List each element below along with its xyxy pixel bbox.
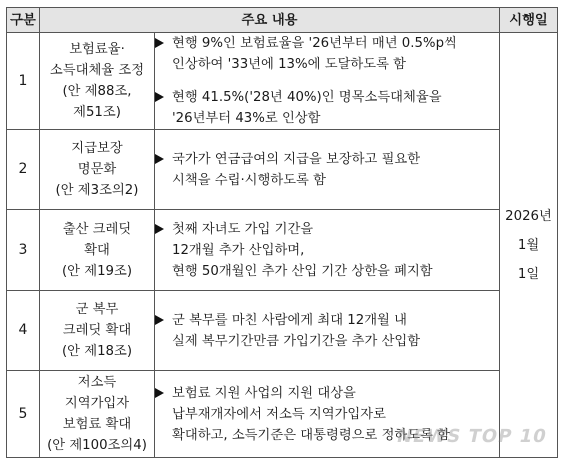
effective-date-cell [500,33,558,458]
triangle-bullet-icon [155,154,164,164]
row-number: 1 [7,33,40,130]
section-title [40,210,155,291]
content-line: 실제 복무기간만큼 가입기간을 추가 산입함 [172,333,421,349]
date-day: 1일 [517,266,540,282]
content-line: 시책을 수립·시행하도록 함 [172,172,326,188]
content-line: 현행 50개월인 추가 산입 기간 상한을 폐지함 [172,263,433,279]
date-month: 1월 [517,237,540,253]
section-line: (안 제19조) [61,263,133,279]
section-title [40,291,155,371]
section-line: 저소득 [77,375,117,390]
table-row [7,33,558,130]
table-row [7,210,558,291]
content-line: 12개월 추가 산입하며, [172,242,305,258]
date-year: 2026년 [505,208,552,224]
section-line: 제51조) [73,105,121,120]
row-number: 5 [7,371,40,458]
section-title [40,130,155,210]
header-category: 구분 [7,8,40,33]
table-row [7,291,558,371]
section-line: (안 제3조의2) [55,183,139,198]
watermark-logo: NEWS TOP 10 [394,426,549,447]
content-cell [155,130,500,210]
section-line: 출산 크레딧 [62,221,132,237]
content-line: 첫째 자녀도 가입 기간을 [172,221,314,237]
content-line: 확대하고, 소득기준은 대통령령으로 정하도록 함 [172,427,451,443]
triangle-bullet-icon [155,38,164,48]
section-line: 군 복무 [75,302,119,317]
triangle-bullet-icon [155,388,164,398]
section-line: (안 제88조, [62,84,132,99]
triangle-bullet-icon [155,315,164,325]
section-line: 크레딧 확대 [62,323,132,338]
bullet-item [155,87,499,129]
content-cell [155,291,500,371]
content-cell [155,210,500,291]
bullet-item [155,310,499,352]
section-line: 지급보장 [71,141,123,156]
bullet-item [155,33,499,75]
section-line: 보험료율· [69,42,125,57]
row-number: 2 [7,130,40,210]
content-line: 국가가 연금급여의 지급을 보장하고 필요한 [172,151,421,167]
section-line: 확대 [84,242,110,258]
content-line: 현행 9%인 보험료율을 '26년부터 매년 0.5%p씩 [172,36,457,51]
content-line: 보험료 지원 사업의 지원 대상을 [172,385,356,401]
header-row [7,8,558,33]
section-line: 보험료 확대 [62,417,132,432]
triangle-bullet-icon [155,92,164,102]
section-line: (안 제100조의4) [47,438,147,453]
row-number: 4 [7,291,40,371]
section-line: (안 제18조) [61,344,133,359]
section-line: 지역가입자 [64,396,130,411]
header-effective-date: 시행일 [500,8,558,33]
table-row [7,130,558,210]
bullet-item [155,219,499,282]
bullet-item [155,149,499,191]
section-title [40,371,155,458]
content-line: 인상하여 '33년에 13%에 도달하도록 함 [172,57,407,72]
section-line: 명문화 [77,162,117,177]
content-cell [155,33,500,130]
amendment-summary-table [6,7,558,458]
content-line: 납부재개자에서 저소득 지역가입자로 [172,406,386,422]
section-title [40,33,155,130]
content-line: 군 복무를 마친 사람에게 최대 12개월 내 [172,312,407,328]
triangle-bullet-icon [155,224,164,234]
content-line: 현행 41.5%('28년 40%)인 명목소득대체율을 [172,90,442,105]
content-line: '26년부터 43%로 인상함 [172,111,321,126]
row-number: 3 [7,210,40,291]
header-main-content: 주요 내용 [40,8,500,33]
section-line: 소득대체율 조정 [49,63,145,78]
